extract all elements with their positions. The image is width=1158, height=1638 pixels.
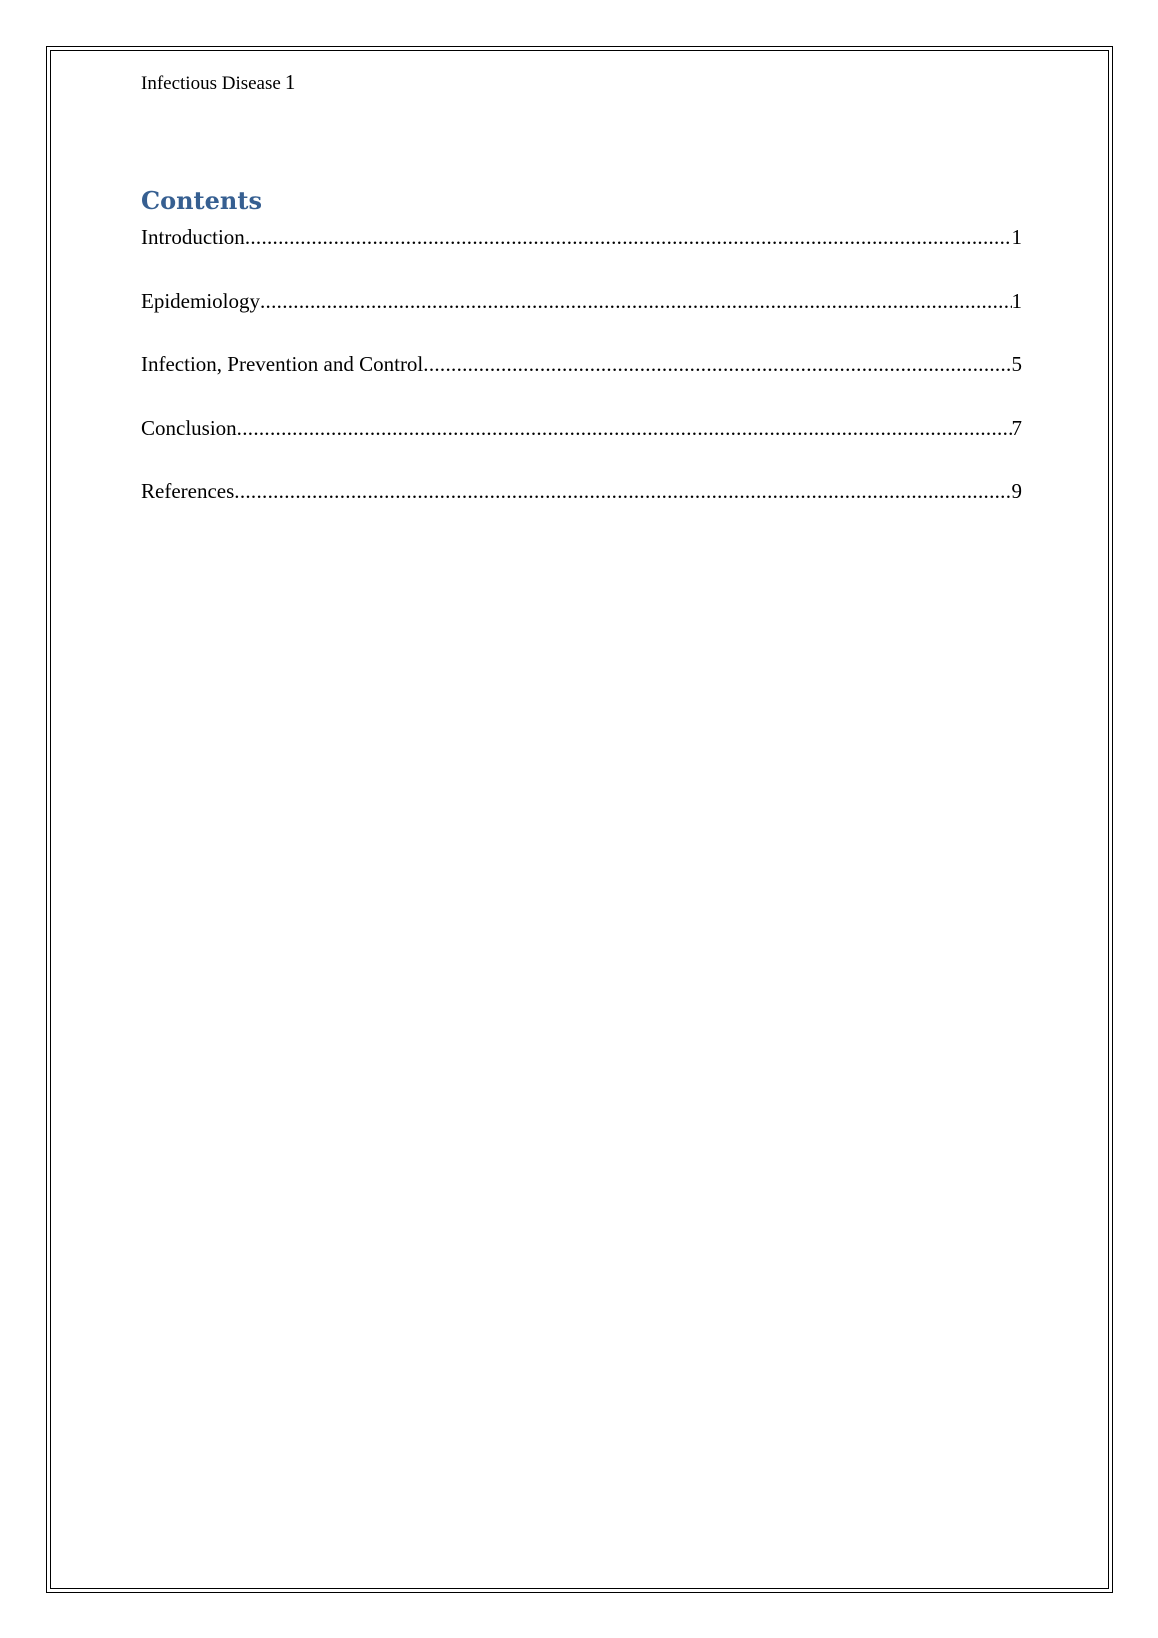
toc-entry-label: References xyxy=(141,479,235,503)
toc-dot-leader xyxy=(237,415,1012,441)
toc-entry-page: 5 xyxy=(1011,352,1022,376)
toc-entry-page: 9 xyxy=(1011,479,1022,503)
toc-heading: Contents xyxy=(141,186,262,215)
toc-dot-leader xyxy=(245,224,1012,250)
toc-dot-leader xyxy=(234,478,1011,504)
toc-entry-label: Epidemiology xyxy=(141,288,260,313)
toc-entry-epidemiology[interactable] xyxy=(141,288,1022,352)
toc-entry-references[interactable] xyxy=(141,478,1022,542)
toc-entry-page: 1 xyxy=(1011,225,1022,249)
toc-entry-infection-prevention-control[interactable] xyxy=(141,351,1022,415)
toc-entry-conclusion[interactable] xyxy=(141,415,1022,479)
toc-entry-page: 1 xyxy=(1011,288,1022,313)
table-of-contents xyxy=(141,224,1022,542)
header-page-number: 1 xyxy=(284,70,296,94)
toc-dot-leader xyxy=(423,351,1011,377)
toc-dot-leader xyxy=(260,288,1012,314)
running-title: Infectious Disease xyxy=(141,73,281,94)
toc-entry-label: Conclusion xyxy=(141,415,237,440)
toc-entry-introduction[interactable] xyxy=(141,224,1022,288)
toc-entry-label: Introduction xyxy=(141,225,245,249)
toc-entry-page: 7 xyxy=(1011,415,1022,440)
running-header xyxy=(141,70,295,96)
toc-entry-label: Infection, Prevention and Control xyxy=(141,352,424,376)
